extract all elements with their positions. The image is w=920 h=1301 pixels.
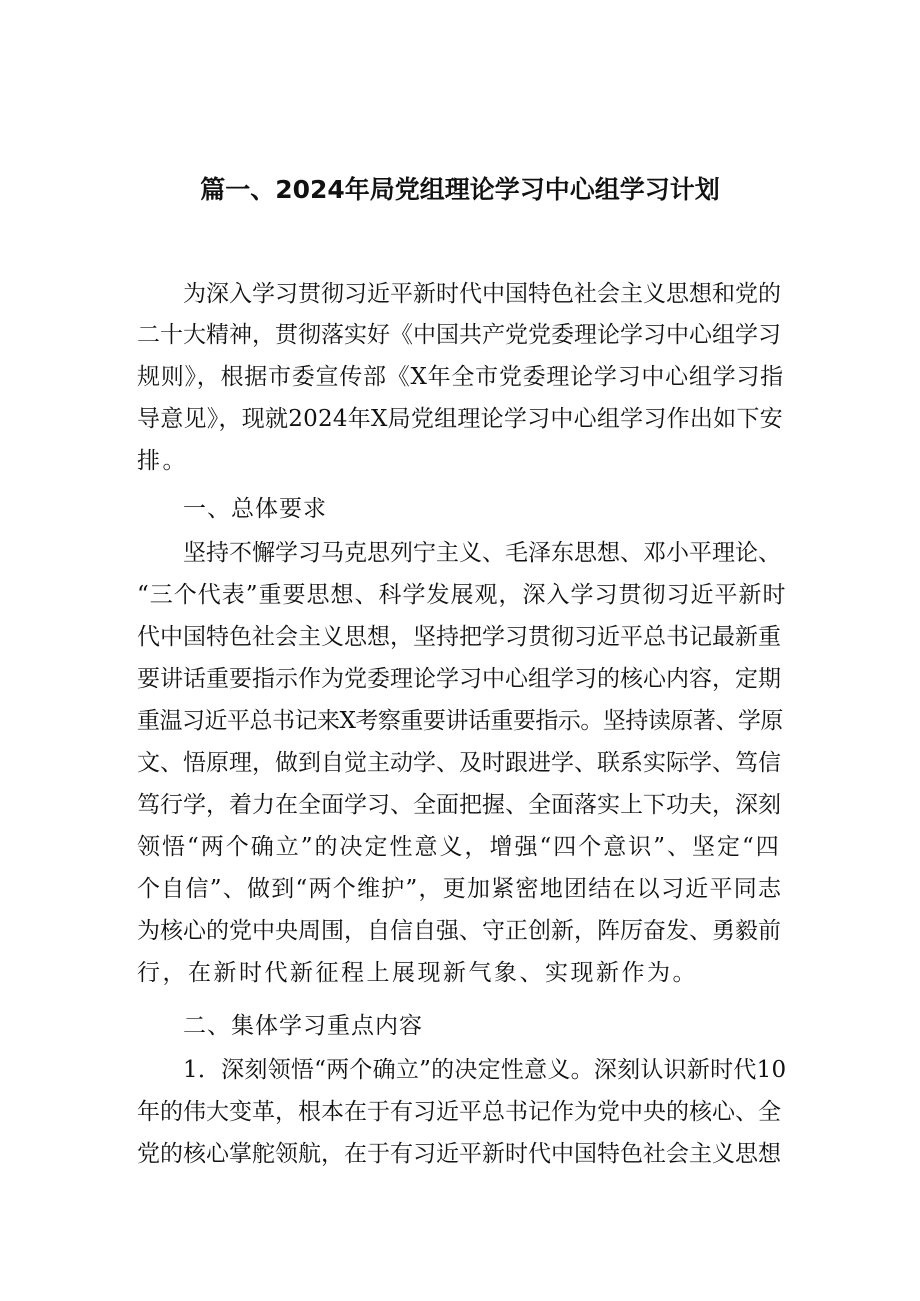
- section2-line-3: 党的核心掌舵领航，在于有习近平新时代中国特色社会主义思想: [137, 1141, 781, 1167]
- intro-line-5: 排。: [137, 448, 188, 474]
- section1-line-1: 坚持不懈学习马克思列宁主义、毛泽东思想、邓小平理论、: [183, 540, 781, 566]
- section1-line-7: 笃行学，着力在全面学习、全面把握、全面落实上下功夫，深刻: [137, 792, 781, 818]
- section1-line-11: 行，在新时代新征程上展现新气象、实现新作为。: [137, 960, 698, 986]
- section-heading-2: 二、集体学习重点内容: [183, 1013, 423, 1039]
- section2-line-1: 1．深刻领悟“两个确立”的决定性意义。深刻认识新时代10: [183, 1057, 787, 1083]
- intro-line-1: 为深入学习贯彻习近平新时代中国特色社会主义思想和党的: [183, 281, 781, 307]
- section1-line-10: 为核心的党中央周围，自信自强、守正创新，阵厉奋发、勇毅前: [137, 918, 781, 944]
- section1-line-4: 要讲话重要指示作为党委理论学习中心组学习的核心内容，定期: [137, 666, 781, 692]
- section1-line-5: 重温习近平总书记来X考察重要讲话重要指示。坚持读原著、学原: [137, 708, 783, 734]
- section1-line-6: 文、悟原理，做到自觉主动学、及时跟进学、联系实际学、笃信: [137, 750, 781, 776]
- intro-line-2: 二十大精神，贯彻落实好《中国共产党党委理论学习中心组学习: [137, 322, 781, 348]
- document-title: 篇一、2024年局党组理论学习中心组学习计划: [200, 175, 720, 204]
- section-heading-1: 一、总体要求: [183, 496, 327, 522]
- section2-line-2: 年的伟大变革，根本在于有习近平总书记作为党中央的核心、全: [137, 1099, 781, 1125]
- intro-line-4: 导意见》，现就2024年X局党组理论学习中心组学习作出如下安: [137, 406, 783, 432]
- intro-line-3: 规则》，根据市委宣传部《X年全市党委理论学习中心组学习指: [137, 364, 784, 390]
- section1-line-8: 领悟“两个确立”的决定性意义，增强“四个意识”、坚定“四: [137, 834, 781, 860]
- section1-line-3: 代中国特色社会主义思想，坚持把学习贯彻习近平总书记最新重: [137, 624, 781, 650]
- section1-line-2: “三个代表”重要思想、科学发展观，深入学习贯彻习近平新时: [137, 582, 787, 608]
- section1-line-9: 个自信”、做到“两个维护”，更加紧密地团结在以习近平同志: [137, 876, 783, 902]
